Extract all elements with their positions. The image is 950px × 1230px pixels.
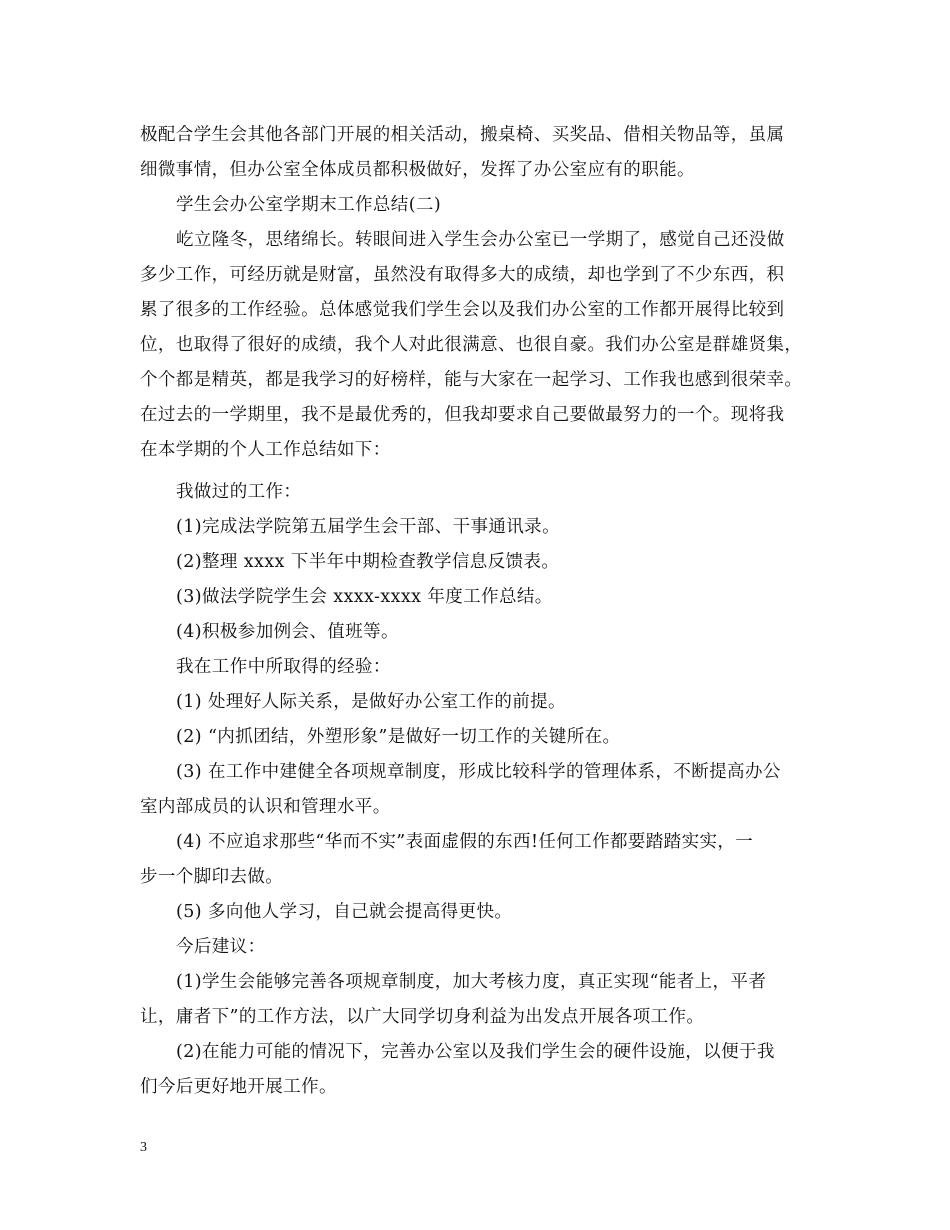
text-line: 累了很多的工作经验。总体感觉我们学生会以及我们办公室的工作都开展得比较到 (140, 300, 785, 320)
list-item: (4)积极参加例会、值班等。 (176, 622, 399, 642)
list-item: (4) 不应追求那些“华而不实”表面虚假的东西!任何工作都要踏踏实实，一 (176, 832, 754, 852)
text-line: 让，庸者下”的工作方法，以广大同学切身利益为出发点开展各项工作。 (140, 1007, 705, 1027)
text-line: 在本学期的个人工作总结如下： (140, 440, 391, 460)
text-line: 屹立隆冬，思绪绵长。转眼间进入学生会办公室已一学期了，感觉自己还没做 (176, 230, 785, 250)
text-line: 细微事情，但办公室全体成员都积极做好，发挥了办公室应有的职能。 (140, 160, 695, 180)
text-line: 步一个脚印去做。 (140, 867, 284, 887)
page-number: 3 (140, 1140, 147, 1155)
text-line: 极配合学生会其他各部门开展的相关活动，搬桌椅、买奖品、借相关物品等，虽属 (140, 125, 785, 145)
list-item: (1)学生会能够完善各项规章制度，加大考核力度，真正实现“能者上，平者 (176, 972, 767, 992)
subheading: 我做过的工作： (176, 482, 302, 502)
text-line: 室内部成员的认识和管理水平。 (140, 797, 391, 817)
text-line: 多少工作，可经历就是财富，虽然没有取得多大的成绩，却也学到了不少东西，积 (140, 265, 785, 285)
text-line: 位，也取得了很好的成绩，我个人对此很满意、也很自豪。我们办公室是群雄贤集， (140, 335, 803, 355)
text-line: 个个都是精英，都是我学习的好榜样，能与大家在一起学习、工作我也感到很荣幸。 (140, 370, 803, 390)
list-item: (2)在能力可能的情况下，完善办公室以及我们学生会的硬件设施，以便于我 (176, 1042, 775, 1062)
list-item: (2)整理 xxxx 下半年中期检查教学信息反馈表。 (176, 552, 560, 572)
list-item: (3) 在工作中建健全各项规章制度，形成比较科学的管理体系，不断提高办公 (176, 762, 781, 782)
list-item: (1) 处理好人际关系，是做好办公室工作的前提。 (176, 692, 566, 712)
list-item: (5) 多向他人学习，自己就会提高得更快。 (176, 902, 513, 922)
list-item: (2) “内抓团结，外塑形象”是做好一切工作的关键所在。 (176, 727, 621, 747)
subheading: 今后建议： (176, 937, 266, 957)
list-item: (1)完成法学院第五届学生会干部、干事通讯录。 (176, 517, 560, 537)
list-item: (3)做法学院学生会 xxxx-xxxx 年度工作总结。 (176, 587, 553, 607)
text-line: 在过去的一学期里，我不是最优秀的，但我却要求自己要做最努力的一个。现将我 (140, 405, 785, 425)
subheading: 我在工作中所取得的经验： (176, 657, 391, 677)
text-line: 们今后更好地开展工作。 (140, 1077, 337, 1097)
section-heading: 学生会办公室学期末工作总结(二) (176, 195, 442, 215)
